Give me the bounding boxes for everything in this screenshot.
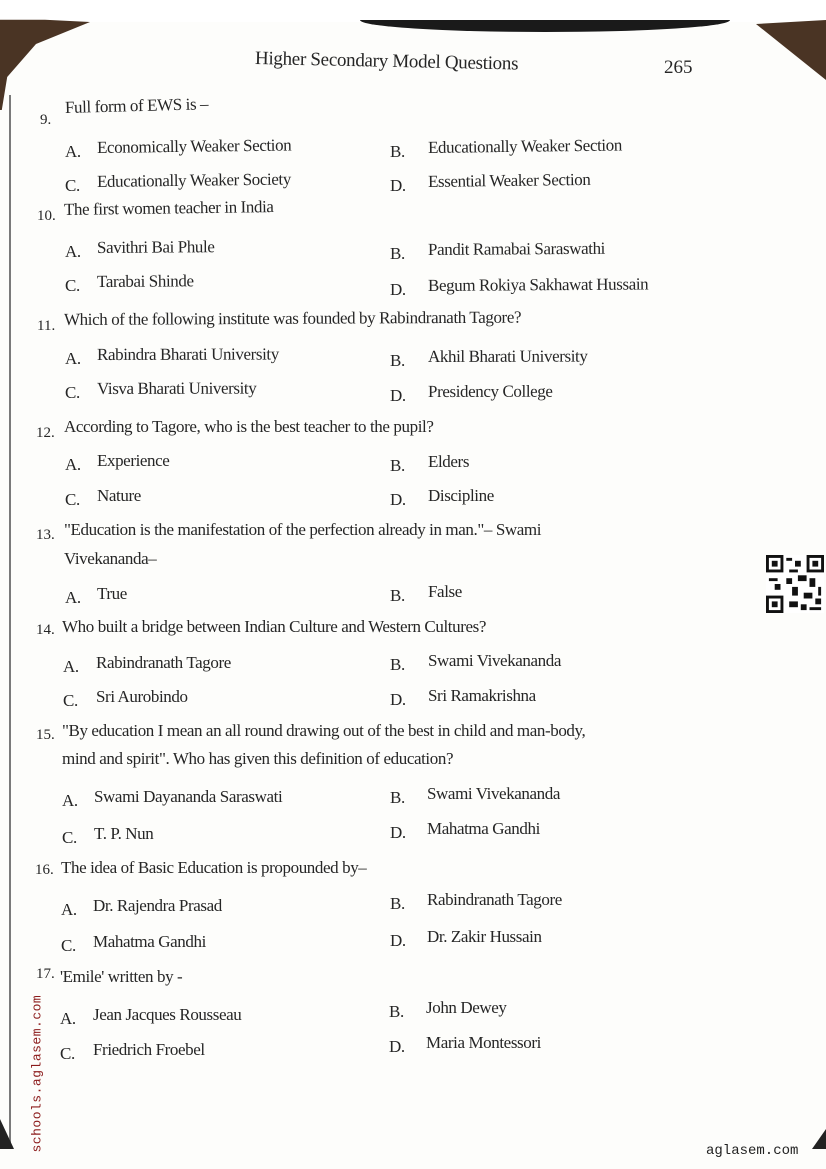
question-number: 13. xyxy=(36,527,55,543)
page-number: 265 xyxy=(664,57,693,78)
option-text: Elders xyxy=(428,452,470,471)
option-text: Economically Weaker Section xyxy=(96,135,292,157)
option-letter: D. xyxy=(390,823,406,842)
option-letter: B. xyxy=(390,351,405,370)
option-text: Rabindranath Tagore xyxy=(427,890,562,909)
option-letter: D. xyxy=(390,386,406,405)
option-text: Swami Dayananda Saraswati xyxy=(94,787,283,806)
option-letter: B. xyxy=(390,894,405,913)
option-text: Presidency College xyxy=(427,381,553,401)
question-text: Which of the following institute was founded by Rabindranath Tagore? xyxy=(63,307,522,329)
option-letter: B. xyxy=(390,142,405,161)
option-text: Rabindranath Tagore xyxy=(96,653,231,672)
option-text: Dr. Rajendra Prasad xyxy=(93,896,222,915)
option-text: True xyxy=(97,584,127,603)
question-text: 'Emile' written by - xyxy=(60,967,183,986)
option-letter: D. xyxy=(390,931,406,950)
option-letter: D. xyxy=(390,176,406,195)
option-letter: B. xyxy=(390,655,405,674)
option-text: Sri Ramakrishna xyxy=(428,686,536,705)
option-letter: D. xyxy=(389,1037,405,1056)
option-text: Experience xyxy=(97,451,170,470)
option-letter: C. xyxy=(60,1044,75,1063)
option-text: Educationally Weaker Section xyxy=(427,135,622,157)
option-letter: A. xyxy=(65,455,81,474)
page-shadow xyxy=(360,20,730,32)
question-text: The first women teacher in India xyxy=(63,197,274,219)
option-text: Pandit Ramabai Saraswathi xyxy=(427,238,606,259)
watermark-side: schools.aglasem.com xyxy=(29,994,45,1153)
page-top-edge xyxy=(0,0,826,22)
option-letter: A. xyxy=(61,900,77,919)
option-letter: D. xyxy=(390,490,406,509)
option-text: John Dewey xyxy=(426,998,507,1017)
option-text: Dr. Zakir Hussain xyxy=(427,927,542,946)
question-text: Who built a bridge between Indian Culture and Western Cultures? xyxy=(62,617,486,636)
question-number: 16. xyxy=(35,862,54,878)
option-letter: A. xyxy=(65,349,81,368)
book-corner-bottom-right xyxy=(812,1129,826,1149)
option-text: Friedrich Froebel xyxy=(93,1040,205,1059)
option-text: Jean Jacques Rousseau xyxy=(93,1005,242,1024)
option-text: Visva Bharati University xyxy=(96,378,257,398)
option-letter: B. xyxy=(389,1002,404,1021)
option-text: Mahatma Gandhi xyxy=(427,819,540,838)
option-letter: C. xyxy=(63,691,78,710)
watermark-footer: aglasem.com xyxy=(706,1143,799,1159)
question-number: 11. xyxy=(37,318,56,334)
option-letter: B. xyxy=(390,244,405,263)
question-text: Full form of EWS is – xyxy=(64,94,209,117)
option-text: Savithri Bai Phule xyxy=(96,237,215,257)
option-letter: A. xyxy=(65,588,81,607)
option-text: Educationally Weaker Society xyxy=(96,169,291,191)
question-number: 14. xyxy=(36,622,55,638)
option-letter: D. xyxy=(390,280,406,299)
page-edge-line xyxy=(9,95,11,1145)
question-text: "Education is the manifestation of the perfection already in man."– Swami xyxy=(64,520,542,539)
option-text: Swami Vivekananda xyxy=(427,784,561,803)
option-text: T. P. Nun xyxy=(94,824,154,843)
option-letter: C. xyxy=(61,936,76,955)
question-text: According to Tagore, who is the best teacher to the pupil? xyxy=(64,417,434,436)
option-text: False xyxy=(428,582,462,601)
question-number: 9. xyxy=(40,112,52,128)
option-letter: D. xyxy=(390,690,406,709)
question-number: 10. xyxy=(37,208,56,224)
question-text: "By education I mean an all round drawing out of the best in child and man-body, xyxy=(62,721,586,740)
option-letter: C. xyxy=(65,490,80,509)
option-letter: A. xyxy=(60,1009,76,1028)
question-number: 12. xyxy=(36,425,55,441)
option-text: Swami Vivekananda xyxy=(428,651,562,670)
option-letter: B. xyxy=(390,456,405,475)
option-text: Begum Rokiya Sakhawat Hussain xyxy=(427,274,649,295)
option-letter: A. xyxy=(65,242,81,261)
option-letter: A. xyxy=(63,657,79,676)
option-text: Mahatma Gandhi xyxy=(93,932,206,951)
option-letter: B. xyxy=(390,586,405,605)
option-text: Nature xyxy=(97,486,141,505)
option-text: Rabindra Bharati University xyxy=(96,344,279,364)
option-letter: C. xyxy=(62,828,77,847)
option-text: Akhil Bharati University xyxy=(427,346,588,366)
question-number: 17. xyxy=(36,966,55,982)
question-text: mind and spirit". Who has given this definition of education? xyxy=(62,749,454,768)
running-header: Higher Secondary Model Questions xyxy=(254,48,519,75)
option-letter: A. xyxy=(62,791,78,810)
qr-code-icon xyxy=(765,555,825,613)
option-letter: A. xyxy=(65,142,81,161)
option-letter: B. xyxy=(390,788,405,807)
option-letter: C. xyxy=(65,383,80,402)
option-letter: C. xyxy=(65,276,80,295)
option-text: Sri Aurobindo xyxy=(96,687,188,706)
option-letter: C. xyxy=(65,176,80,195)
question-number: 15. xyxy=(36,727,55,743)
question-text: The idea of Basic Education is propounded by– xyxy=(61,858,367,877)
option-text: Maria Montessori xyxy=(426,1033,541,1052)
option-text: Essential Weaker Section xyxy=(427,169,591,191)
option-text: Tarabai Shinde xyxy=(96,271,194,291)
option-text: Discipline xyxy=(428,486,494,505)
book-corner-bottom-left xyxy=(0,1119,14,1149)
question-text: Vivekananda– xyxy=(64,549,157,568)
